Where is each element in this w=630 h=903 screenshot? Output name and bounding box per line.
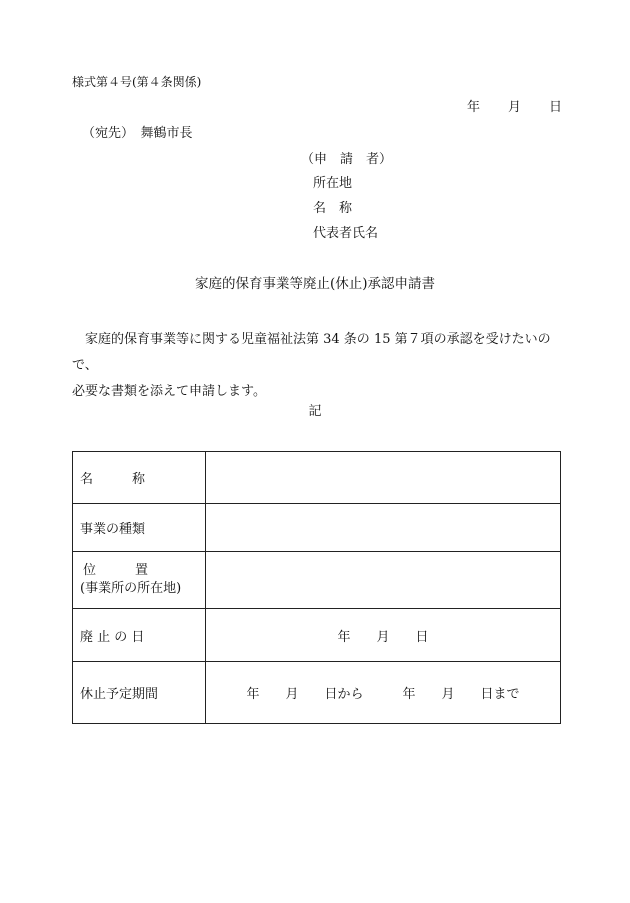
date-day: 日 [548,100,562,115]
table-row-business-type [73,504,561,552]
body-line-2: 必要な書類を添えて申請します。 [72,384,266,399]
addressee: （宛先） 舞鶴市長 [82,126,193,141]
row-label-name: 名 称 [73,452,206,504]
row-value-suspension-period[interactable]: 年 月 日から 年 月 日まで [206,662,561,724]
row-label-location [73,552,206,609]
date-line [467,101,562,114]
row-label-location-main: 位 置 [83,563,149,578]
row-label-abolition-date: 廃 止 の 日 [73,609,206,662]
date-month: 月 [507,100,521,115]
applicant-representative-label: 代表者氏名 [313,226,379,241]
row-value-name[interactable] [206,452,561,504]
body-text [72,327,572,405]
table-row-name [73,452,561,504]
row-value-business-type[interactable] [206,504,561,552]
applicant-address-label: 所在地 [313,176,353,191]
body-line-1: 家庭的保育事業等に関する児童福祉法第 34 条の 15 第７項の承認を受けたいので、 [72,332,551,373]
row-label-business-type: 事業の種類 [73,504,206,552]
table-row-abolition-date [73,609,561,662]
table-row-location [73,552,561,609]
document-title: 家庭的保育事業等廃止(休止)承認申請書 [194,276,436,292]
row-value-abolition-date[interactable]: 年 月 日 [206,609,561,662]
detail-table [72,451,561,724]
ki-heading: 記 [308,404,322,419]
form-number: 様式第４号(第４条関係) [72,75,202,89]
row-value-location[interactable] [206,552,561,609]
row-label-location-sub: (事業所の所在地) [80,581,182,596]
applicant-fields [313,177,378,252]
table-row-suspension-period [73,662,561,724]
applicant-name-label: 名 称 [313,201,353,216]
row-label-suspension-period: 休止予定期間 [73,662,206,724]
date-year: 年 [466,100,480,115]
applicant-label: （申 請 者） [301,152,393,167]
